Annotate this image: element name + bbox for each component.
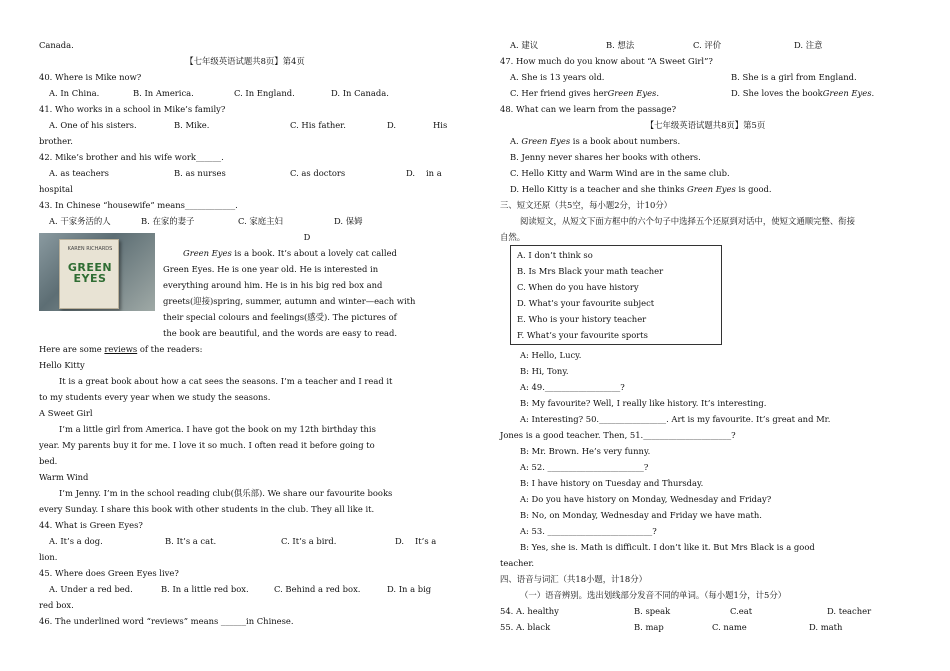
option: C. Hello Kitty and Warm Wind are in the same club. [510, 168, 730, 178]
dialogue-line: B: Mr. Brown. He’s very funny. [520, 446, 651, 456]
text-line: their special colours and feelings(感受). The pictures of [163, 312, 397, 322]
box-sentence: F. What’s your favourite sports [517, 330, 648, 340]
box-sentence: C. When do you have history [517, 282, 639, 292]
text-line: red box. [39, 600, 74, 610]
option: B. speak [634, 606, 671, 616]
option: B. map [634, 622, 664, 632]
question-54 [500, 603, 911, 619]
option: B. as nurses [174, 168, 226, 178]
dialogue-line: B: Yes, she is. Math is difficult. I don’t like it. But Mrs Black is a good [520, 542, 815, 552]
option: His [433, 120, 448, 130]
dialogue-line: B: My favourite? Well, I really like history. It’s interesting. [520, 398, 767, 408]
option: C.eat [730, 606, 753, 616]
question-55 [500, 619, 911, 635]
option: A. She is 13 years old. [510, 72, 605, 82]
instructions: 自然。 [500, 232, 526, 242]
option: 54. A. healthy [500, 606, 559, 616]
option: D. teacher [827, 606, 872, 616]
options-47-ab [500, 69, 911, 85]
text-line: every Sunday. I share this book with other students in the club. They all like it. [39, 504, 375, 514]
option: D. math [809, 622, 843, 632]
underlined-word: reviews [104, 344, 138, 354]
question-44: 44. What is Green Eyes? [39, 520, 143, 530]
option: D. [387, 120, 397, 130]
options-41 [39, 117, 451, 133]
option: B. She is a girl from England. [731, 72, 857, 82]
option: in a [426, 168, 442, 178]
question-40: 40. Where is Mike now? [39, 72, 142, 82]
option: A. Under a red bed. [49, 584, 133, 594]
reviewer-name: A Sweet Girl [39, 408, 93, 418]
option: C. 评价 [693, 40, 722, 50]
option: It’s a [415, 536, 437, 546]
option: B. In a little red box. [161, 584, 249, 594]
text-line: greets(迎接)spring, summer, autumn and winter—each with [163, 296, 416, 306]
box-sentence: E. Who is your history teacher [517, 314, 647, 324]
dialogue-line: A: Do you have history on Monday, Wednesday and Friday? [520, 494, 772, 504]
option: D. 注意 [794, 40, 823, 50]
subsection-heading: （一）语音辨别。选出划线部分发音不同的单词。（每小题1分，计5分） [520, 590, 787, 600]
book-cover [59, 239, 119, 309]
book-title: GREEN EYES [67, 261, 113, 285]
dialogue-line: A: 53. _________________________? [520, 526, 657, 536]
dialogue-line: A: 49.__________________? [520, 382, 625, 392]
text-line: Here are some reviews of the readers: [39, 344, 203, 354]
text-line: the book are beautiful, and the words are easy to read. [163, 328, 398, 338]
page-header: 【七年级英语试题共8页】第5页 [645, 120, 766, 130]
page-header: 【七年级英语试题共8页】第4页 [185, 56, 305, 66]
text-line: brother. [39, 136, 73, 146]
instructions: 阅读短文，从短文下面方框中的六个句子中选择五个还原到对话中，使短文通顺完整、衔接 [520, 216, 855, 226]
options-45 [39, 581, 451, 597]
dialogue-line: Jones is a good teacher. Then, 51._____________________? [500, 430, 736, 440]
section-heading: 三、短文还原（共5空，每小题2分，计10分） [500, 200, 673, 210]
question-43: 43. In Chinese “housewife” means____________. [39, 200, 238, 210]
option: B. Mike. [174, 120, 210, 130]
dialogue-line: A: Hello, Lucy. [520, 350, 582, 360]
options-47-cd [500, 85, 911, 101]
options-46 [500, 37, 911, 53]
option: C. 家庭主妇 [238, 216, 283, 226]
question-41: 41. Who works in a school in Mike’s family? [39, 104, 226, 114]
box-sentence: A. I don’t think so [517, 250, 593, 260]
box-sentence: D. What’s your favourite subject [517, 298, 655, 308]
text-line: year. My parents buy it for me. I love it so much. I often read it before going to [39, 440, 375, 450]
book-author: KAREN RICHARDS [67, 246, 113, 252]
reviewer-name: Hello Kitty [39, 360, 85, 370]
option: D. 保姆 [334, 216, 363, 226]
option: D. She loves the bookGreen Eyes. [731, 88, 875, 98]
option: C. In England. [234, 88, 295, 98]
text-line: I’m Jenny. I’m in the school reading club(俱乐部). We share our favourite books [59, 488, 393, 498]
text-line: Canada. [39, 40, 74, 50]
option: A. One of his sisters. [49, 120, 137, 130]
book-passage [39, 229, 451, 325]
answer-letter: D [303, 232, 311, 242]
option: 55. A. black [500, 622, 551, 632]
option: C. name [712, 622, 747, 632]
option: C. as doctors [290, 168, 346, 178]
option: B. 想法 [606, 40, 635, 50]
option: B. It’s a cat. [165, 536, 217, 546]
box-sentence: B. Is Mrs Black your math teacher [517, 266, 664, 276]
options-40 [39, 85, 451, 101]
dialogue-line: B: I have history on Tuesday and Thursday. [520, 478, 704, 488]
option: C. It’s a bird. [281, 536, 337, 546]
option: A. In China. [49, 88, 100, 98]
option: A. It’s a dog. [49, 536, 103, 546]
options-42 [39, 165, 451, 181]
text-line: It is a great book about how a cat sees the seasons. I’m a teacher and I read it [59, 376, 393, 386]
text-line: to my students every year when we study the seasons. [39, 392, 271, 402]
dialogue-line: teacher. [500, 558, 535, 568]
text-line: lion. [39, 552, 58, 562]
dialogue-line: B: No, on Monday, Wednesday and Friday we have math. [520, 510, 762, 520]
dialogue-line: A: 52. _______________________? [520, 462, 649, 472]
option: A. Green Eyes is a book about numbers. [510, 136, 681, 146]
text-line: bed. [39, 456, 58, 466]
option: A. as teachers [49, 168, 109, 178]
book-photo [39, 233, 155, 311]
option: C. His father. [290, 120, 346, 130]
dialogue-line: A: Interesting? 50.________________. Art is my favourite. It’s great and Mr. [520, 414, 831, 424]
options-43 [39, 213, 451, 229]
text-line: I’m a little girl from America. I have got the book on my 12th birthday this [59, 424, 376, 434]
option: D. Hello Kitty is a teacher and she thinks Green Eyes is good. [510, 184, 772, 194]
dialogue-line: B: Hi, Tony. [520, 366, 569, 376]
option: B. 在家的妻子 [141, 216, 195, 226]
option: D. [395, 536, 405, 546]
option: A. 干家务活的人 [49, 216, 111, 226]
option: D. In a big [387, 584, 432, 594]
option: B. Jenny never shares her books with others. [510, 152, 701, 162]
option: D. [406, 168, 416, 178]
sentence-options-box [510, 245, 722, 345]
reviewer-name: Warm Wind [39, 472, 89, 482]
section-heading: 四、语音与词汇（共18小题，计18分） [500, 574, 647, 584]
right-column [500, 37, 911, 635]
question-47: 47. How much do you know about “A Sweet Girl”? [500, 56, 713, 66]
question-45: 45. Where does Green Eyes live? [39, 568, 179, 578]
option: C. Behind a red box. [274, 584, 361, 594]
text-line: everything around him. He is in his big red box and [163, 280, 383, 290]
options-44 [39, 533, 451, 549]
question-42: 42. Mike’s brother and his wife work______. [39, 152, 224, 162]
text-line: Green Eyes is a book. It’s about a lovely cat called [183, 248, 397, 258]
left-column [39, 37, 451, 629]
book-description [163, 245, 451, 325]
question-48: 48. What can we learn from the passage? [500, 104, 677, 114]
text-line: Green Eyes. He is one year old. He is interested in [163, 264, 379, 274]
option: A. 建议 [510, 40, 539, 50]
option: D. In Canada. [331, 88, 389, 98]
option: B. In America. [133, 88, 194, 98]
text-line: hospital [39, 184, 73, 194]
question-46: 46. The underlined word “reviews” means ______in Chinese. [39, 616, 294, 626]
option: C. Her friend gives herGreen Eyes. [510, 88, 659, 98]
